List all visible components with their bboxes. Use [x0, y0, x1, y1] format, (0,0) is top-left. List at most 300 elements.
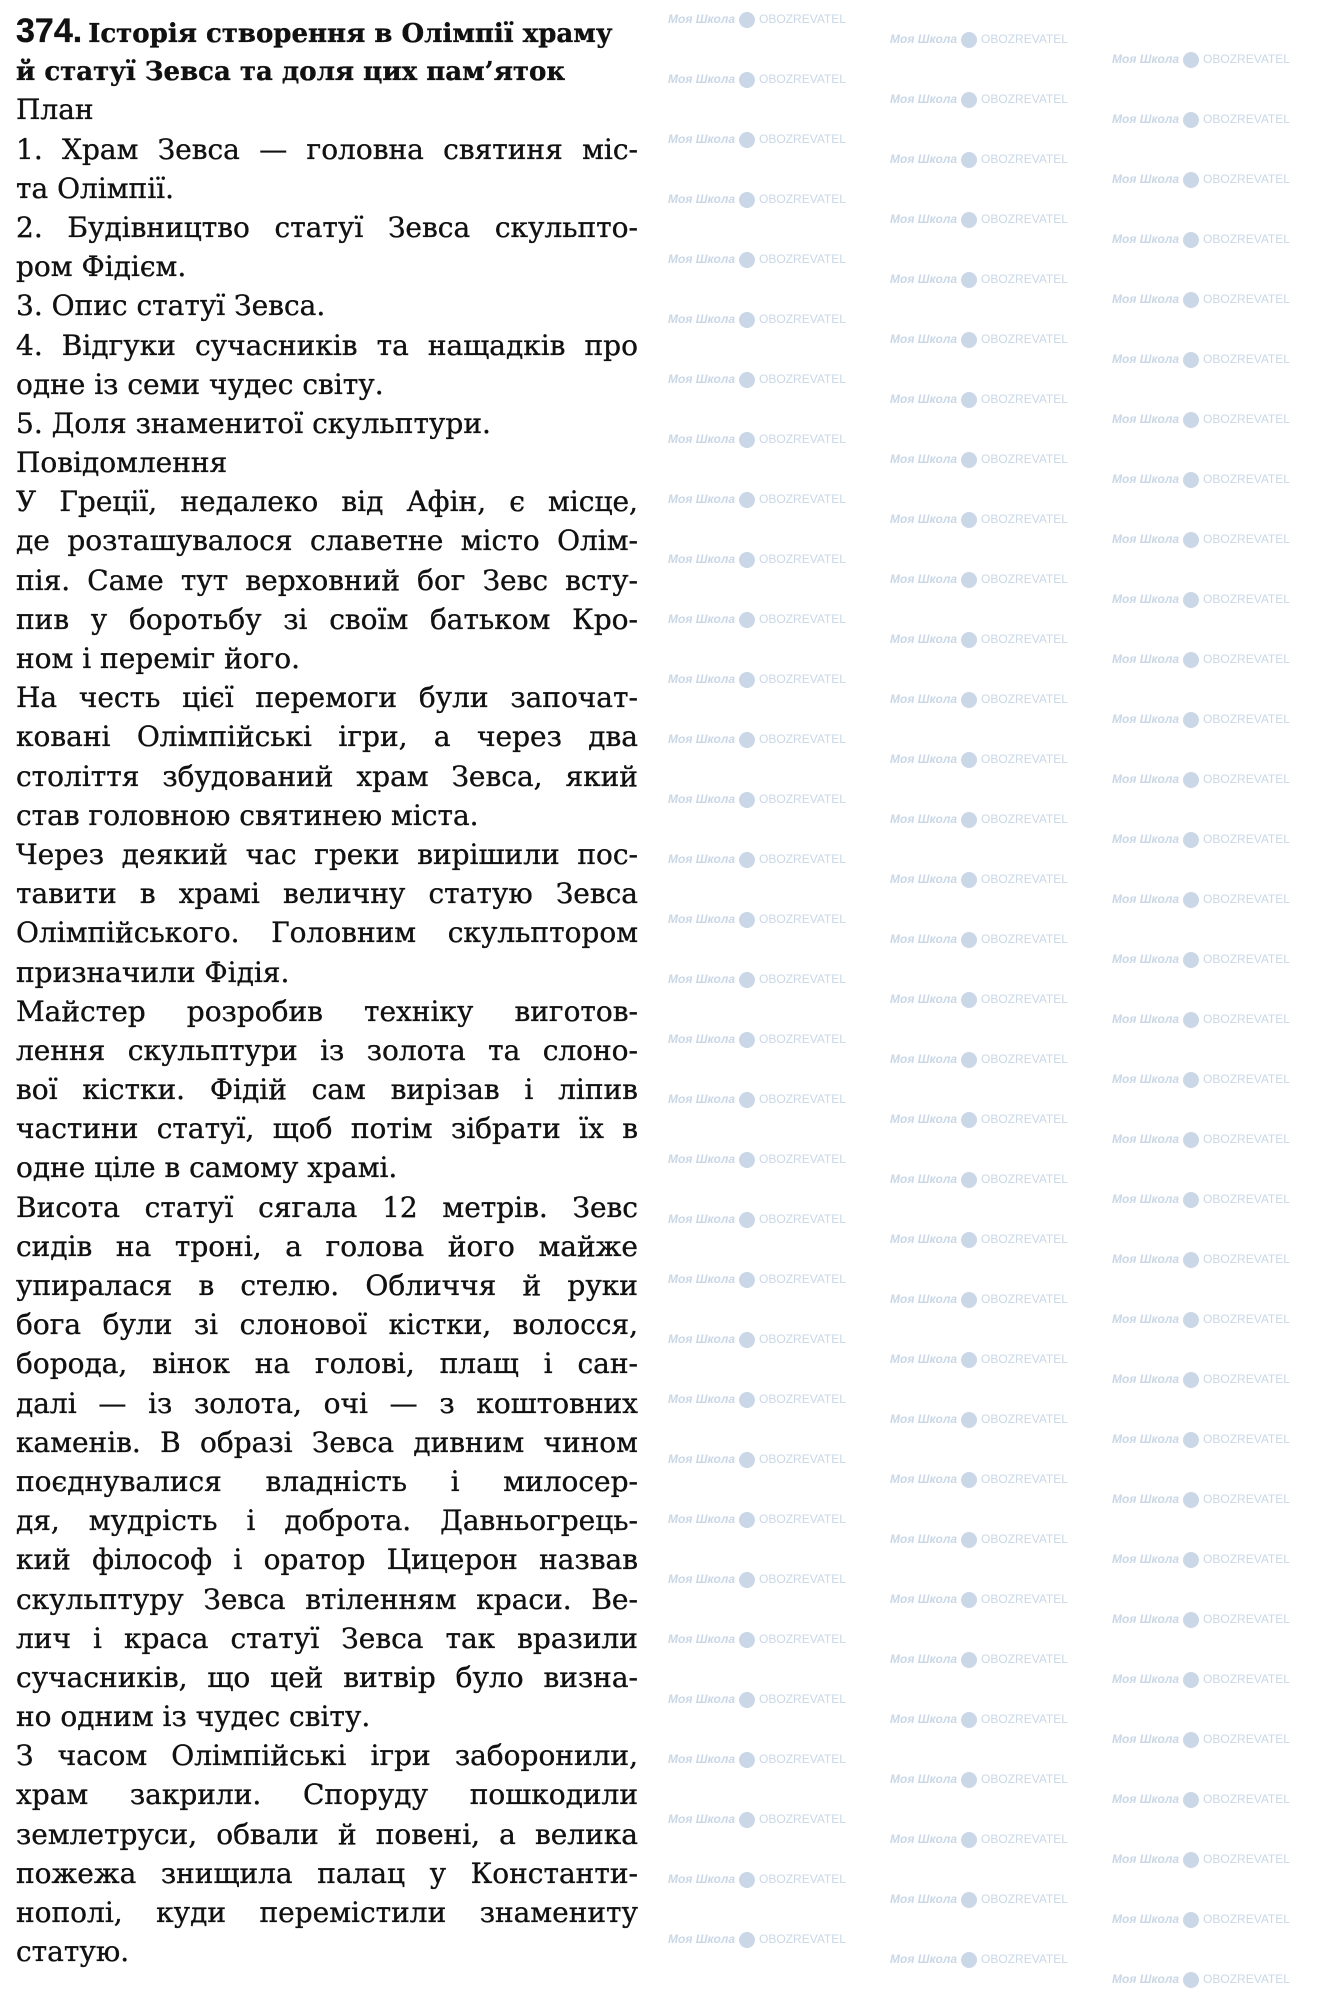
text-line — [16, 208, 638, 247]
watermark-brand-text: OBOZREVATEL — [759, 492, 846, 506]
watermark-logo-icon — [739, 1692, 755, 1708]
word: зі — [283, 602, 308, 636]
watermark-brand-text: Моя Школа — [890, 1832, 958, 1846]
text-line-content — [16, 992, 638, 1031]
watermark-brand-text: OBOZREVATEL — [1203, 1552, 1290, 1566]
watermark-brand-text: Моя Школа — [890, 752, 958, 766]
watermark-logo — [668, 730, 846, 748]
watermark-logo — [890, 1470, 1068, 1488]
word: головна — [306, 132, 424, 166]
watermark-brand-text: OBOZREVATEL — [1203, 1672, 1290, 1686]
watermark-brand-text: Моя Школа — [668, 252, 736, 266]
word: вирішили — [417, 837, 560, 871]
watermark-logo — [1112, 110, 1290, 128]
text-line — [16, 1148, 638, 1187]
word: вої — [16, 1073, 58, 1107]
text-line — [16, 1932, 638, 1971]
watermark-brand-text: Моя Школа — [890, 272, 958, 286]
watermark-logo-icon — [961, 452, 977, 468]
watermark-logo-icon — [961, 1112, 977, 1128]
watermark-brand-text: Моя Школа — [890, 1172, 958, 1186]
watermark-brand-text: Моя Школа — [668, 732, 736, 746]
watermark-brand-text: OBOZREVATEL — [981, 92, 1068, 106]
text-line — [16, 1815, 638, 1854]
watermark-logo — [668, 1930, 846, 1948]
plan-item — [16, 404, 638, 443]
watermark-logo — [890, 1290, 1068, 1308]
watermark-logo-icon — [1183, 532, 1199, 548]
text-line-content: ном і переміг його. — [16, 642, 301, 675]
word: місто — [460, 524, 540, 558]
word: верховний — [245, 563, 401, 597]
word: й — [337, 1817, 357, 1851]
word: Відгуки — [61, 328, 176, 362]
text-line-content — [16, 1854, 638, 1893]
watermark-logo-icon — [1183, 1612, 1199, 1628]
text-line — [16, 247, 638, 286]
word: Зевса, — [451, 759, 543, 793]
text-line — [16, 1540, 638, 1579]
watermark-brand-text: Моя Школа — [890, 1412, 958, 1426]
text-line-content — [16, 757, 638, 796]
word: велика — [534, 1817, 638, 1851]
watermark-logo-icon — [1183, 1852, 1199, 1868]
word: техніку — [363, 994, 474, 1028]
watermark-logo-icon — [1183, 1552, 1199, 1568]
word: кістки, — [388, 1308, 492, 1342]
watermark-brand-text: Моя Школа — [1112, 1852, 1180, 1866]
word: виготов- — [514, 994, 638, 1028]
watermark-logo — [890, 1770, 1068, 1788]
watermark-logo-icon — [1183, 1672, 1199, 1688]
text-line — [16, 1384, 638, 1423]
watermark-logo-icon — [1183, 712, 1199, 728]
watermark-logo-icon — [739, 1932, 755, 1948]
watermark-brand-text: OBOZREVATEL — [759, 1452, 846, 1466]
watermark-brand-text: OBOZREVATEL — [1203, 832, 1290, 846]
text-line-content — [16, 1266, 638, 1305]
word: від — [341, 485, 384, 519]
watermark-brand-text: OBOZREVATEL — [759, 972, 846, 986]
word: Зевса — [203, 1582, 286, 1616]
watermark-logo-icon — [739, 1872, 755, 1888]
text-line-content: 5. Доля знаменитої скульптури. — [16, 406, 491, 440]
watermark-brand-text: OBOZREVATEL — [759, 1752, 846, 1766]
watermark-logo — [668, 10, 846, 28]
text-line — [16, 678, 638, 717]
watermark-brand-text: Моя Школа — [668, 1272, 736, 1286]
text-line-content — [16, 717, 638, 756]
watermark-brand-text: Моя Школа — [1112, 1732, 1180, 1746]
word: владність — [265, 1464, 408, 1498]
watermark-brand-text: OBOZREVATEL — [759, 1092, 846, 1106]
word: образі — [200, 1425, 293, 1459]
watermark-logo-icon — [739, 792, 755, 808]
word: так — [445, 1621, 496, 1655]
word: міс- — [582, 132, 638, 166]
word: доброта. — [284, 1504, 412, 1538]
text-line — [16, 913, 638, 952]
word: збудований — [162, 759, 334, 793]
watermark-brand-text: OBOZREVATEL — [759, 1332, 846, 1346]
text-line — [16, 874, 638, 913]
watermark-brand-text: OBOZREVATEL — [1203, 1732, 1290, 1746]
watermark-brand-text: Моя Школа — [1112, 1432, 1180, 1446]
word: сучасників, — [16, 1660, 188, 1694]
watermark-brand-text: OBOZREVATEL — [1203, 1312, 1290, 1326]
word: Зевса — [555, 877, 638, 911]
word: майже — [538, 1229, 638, 1263]
watermark-brand-text: OBOZREVATEL — [981, 452, 1068, 466]
watermark-brand-text: OBOZREVATEL — [759, 552, 846, 566]
watermark-brand-text: Моя Школа — [668, 1572, 736, 1586]
watermark-logo — [1112, 230, 1290, 248]
watermark-brand-text: Моя Школа — [890, 512, 958, 526]
watermark-brand-text: Моя Школа — [890, 872, 958, 886]
watermark-brand-text: Моя Школа — [1112, 952, 1180, 966]
watermark-logo-icon — [961, 212, 977, 228]
watermark-logo — [1112, 1010, 1290, 1028]
watermark-brand-text: OBOZREVATEL — [981, 1352, 1068, 1366]
watermark-brand-text: Моя Школа — [668, 1032, 736, 1046]
text-line-content — [16, 1462, 638, 1501]
document-page — [16, 12, 638, 1971]
watermark-logo-icon — [739, 1392, 755, 1408]
watermark-logo — [1112, 650, 1290, 668]
watermark-logo-icon — [1183, 1792, 1199, 1808]
watermark-logo — [668, 850, 846, 868]
watermark-logo-icon — [961, 992, 977, 1008]
watermark-logo — [890, 1590, 1068, 1608]
watermark-logo — [890, 270, 1068, 288]
watermark-logo-icon — [739, 1152, 755, 1168]
watermark-brand-text: Моя Школа — [1112, 1252, 1180, 1266]
word: всту- — [565, 563, 638, 597]
watermark-logo — [1112, 1670, 1290, 1688]
word: Олімпійського. — [16, 916, 240, 950]
watermark-logo — [1112, 50, 1290, 68]
watermark-brand-text: OBOZREVATEL — [981, 1112, 1068, 1126]
watermark-logo — [890, 450, 1068, 468]
watermark-logo-icon — [1183, 1732, 1199, 1748]
watermark-brand-text: Моя Школа — [668, 1512, 736, 1526]
text-line — [16, 1227, 638, 1266]
message-heading-text: Повідомлення — [16, 446, 228, 480]
watermark-logo-icon — [961, 32, 977, 48]
watermark-brand-text: OBOZREVATEL — [981, 1472, 1068, 1486]
watermark-logo — [1112, 590, 1290, 608]
watermark-brand-text: OBOZREVATEL — [759, 1512, 846, 1526]
watermark-logo — [890, 990, 1068, 1008]
word: скульптором — [447, 916, 638, 950]
word: повені, — [375, 1817, 481, 1851]
text-line — [16, 1658, 638, 1697]
word: Зевса — [341, 1621, 424, 1655]
watermark-logo — [668, 1270, 846, 1288]
watermark-brand-text: Моя Школа — [890, 1112, 958, 1126]
watermark-logo-icon — [961, 1412, 977, 1428]
watermark-brand-text: Моя Школа — [668, 1872, 736, 1886]
word: троні, — [174, 1229, 262, 1263]
word: Давньогрець- — [440, 1504, 638, 1538]
watermark-logo-icon — [961, 1772, 977, 1788]
watermark-brand-text: OBOZREVATEL — [759, 1812, 846, 1826]
watermark-logo — [668, 1750, 846, 1768]
text-line — [16, 130, 638, 169]
watermark-logo-icon — [739, 1512, 755, 1528]
watermark-logo-icon — [961, 1832, 977, 1848]
watermark-brand-text: OBOZREVATEL — [1203, 892, 1290, 906]
paragraph — [16, 992, 638, 1188]
watermark-logo-icon — [961, 512, 977, 528]
text-line — [16, 639, 638, 678]
text-line — [16, 1736, 638, 1775]
watermark-brand-text: Моя Школа — [668, 972, 736, 986]
watermark-logo — [668, 790, 846, 808]
watermark-logo-icon — [1183, 232, 1199, 248]
watermark-logo — [668, 70, 846, 88]
word: закрили. — [129, 1778, 262, 1812]
watermark-logo — [668, 430, 846, 448]
word: а — [285, 1229, 302, 1263]
watermark-brand-text: OBOZREVATEL — [1203, 952, 1290, 966]
watermark-logo — [890, 1890, 1068, 1908]
watermark-brand-text: OBOZREVATEL — [1203, 1012, 1290, 1026]
watermark-logo-icon — [739, 912, 755, 928]
watermark-brand-text: OBOZREVATEL — [759, 852, 846, 866]
watermark-brand-text: Моя Школа — [1112, 172, 1180, 186]
word: вразили — [517, 1621, 638, 1655]
word: щоб — [272, 1112, 333, 1146]
text-line-content — [16, 835, 638, 874]
watermark-brand-text: Моя Школа — [1112, 892, 1180, 906]
watermark-brand-text: OBOZREVATEL — [981, 1052, 1068, 1066]
word: який — [565, 759, 638, 793]
watermark-brand-text: Моя Школа — [890, 1592, 958, 1606]
word: і — [524, 1073, 534, 1107]
watermark-logo-icon — [961, 272, 977, 288]
word: і — [543, 1347, 553, 1381]
word: далі — [16, 1386, 77, 1420]
watermark-logo — [1112, 1850, 1290, 1868]
watermark-brand-text: OBOZREVATEL — [759, 672, 846, 686]
paragraph — [16, 1188, 638, 1737]
word: у — [429, 1856, 447, 1890]
watermark-logo-icon — [739, 312, 755, 328]
watermark-logo — [890, 930, 1068, 948]
watermark-brand-text: OBOZREVATEL — [1203, 1792, 1290, 1806]
word: Зевса — [387, 210, 471, 244]
word: скульпто- — [494, 210, 638, 244]
word: бога — [16, 1308, 82, 1342]
watermark-brand-text: Моя Школа — [668, 492, 736, 506]
word: Олімпійські — [171, 1739, 347, 1773]
word: Висота — [16, 1190, 120, 1224]
watermark-logo — [1112, 1130, 1290, 1148]
plan-item — [16, 208, 638, 286]
watermark-brand-text: Моя Школа — [1112, 712, 1180, 726]
word: Олімпійські — [136, 720, 312, 754]
word: що — [207, 1660, 251, 1694]
word: статуї — [274, 210, 364, 244]
watermark-brand-text: OBOZREVATEL — [981, 932, 1068, 946]
text-line-content — [16, 1815, 638, 1854]
word: лення — [16, 1033, 106, 1067]
word: нополі, — [16, 1896, 123, 1929]
watermark-logo — [1112, 1490, 1290, 1508]
word: були — [418, 681, 489, 715]
watermark-logo — [1112, 1550, 1290, 1568]
watermark-brand-text: OBOZREVATEL — [1203, 292, 1290, 306]
watermark-brand-text: OBOZREVATEL — [759, 372, 846, 386]
watermark-logo — [1112, 410, 1290, 428]
watermark-logo-icon — [1183, 1132, 1199, 1148]
watermark-brand-text: OBOZREVATEL — [1203, 1492, 1290, 1506]
text-line-content — [16, 1658, 638, 1697]
word: потім — [350, 1112, 433, 1146]
watermark-brand-text: OBOZREVATEL — [1203, 412, 1290, 426]
watermark-brand-text: Моя Школа — [1112, 772, 1180, 786]
watermark-logo-icon — [961, 1952, 977, 1968]
watermark-logo — [890, 1110, 1068, 1128]
word: Зевс — [482, 563, 549, 597]
watermark-logo-icon — [739, 1632, 755, 1648]
watermark-logo-icon — [961, 1592, 977, 1608]
watermark-brand-text: OBOZREVATEL — [759, 792, 846, 806]
text-line — [16, 757, 638, 796]
watermark-brand-text: Моя Школа — [890, 332, 958, 346]
watermark-brand-text: OBOZREVATEL — [759, 432, 846, 446]
watermark-brand-text: OBOZREVATEL — [1203, 1372, 1290, 1386]
word: Зевс — [572, 1190, 638, 1224]
text-line-content — [16, 1619, 638, 1658]
word: храм — [356, 759, 429, 793]
watermark-brand-text: Моя Школа — [1112, 232, 1180, 246]
word: статую — [428, 877, 533, 911]
watermark-logo-icon — [961, 1292, 977, 1308]
watermark-brand-text: OBOZREVATEL — [759, 1572, 846, 1586]
watermark-brand-text: Моя Школа — [668, 1632, 736, 1646]
word: з — [439, 1386, 455, 1420]
watermark-logo-icon — [1183, 1972, 1199, 1988]
watermark-brand-text: OBOZREVATEL — [759, 612, 846, 626]
watermark-logo-icon — [739, 1812, 755, 1828]
watermark-brand-text: OBOZREVATEL — [1203, 1972, 1290, 1986]
word: про — [584, 328, 638, 362]
watermark-brand-text: Моя Школа — [668, 672, 736, 686]
watermark-logo — [1112, 1730, 1290, 1748]
watermark-logo-icon — [739, 1752, 755, 1768]
watermark-logo — [668, 1570, 846, 1588]
watermark-logo — [1112, 1070, 1290, 1088]
word: а — [433, 720, 451, 754]
watermark-brand-text: Моя Школа — [890, 1712, 958, 1726]
word: палац — [317, 1856, 406, 1890]
text-line-content: ром Фідієм. — [16, 250, 187, 284]
word: На — [16, 681, 58, 715]
watermark-brand-text: Моя Школа — [668, 12, 736, 26]
watermark-logo-icon — [961, 1472, 977, 1488]
watermark-brand-text: Моя Школа — [890, 812, 958, 826]
text-line-content — [16, 1188, 638, 1227]
watermark-brand-text: OBOZREVATEL — [981, 1532, 1068, 1546]
watermark-logo-icon — [1183, 292, 1199, 308]
watermark-brand-text: OBOZREVATEL — [981, 1952, 1068, 1966]
word: в — [139, 877, 156, 911]
word: З — [16, 1739, 34, 1773]
text-line-content — [16, 1227, 638, 1266]
watermark-brand-text: Моя Школа — [668, 1932, 736, 1946]
watermark-brand-text: OBOZREVATEL — [981, 1832, 1068, 1846]
word: та — [376, 328, 409, 362]
watermark-brand-text: Моя Школа — [890, 1652, 958, 1666]
text-line-content: одне ціле в самому храмі. — [16, 1151, 398, 1185]
text-line-content — [16, 1580, 638, 1619]
word: сучасників — [194, 328, 358, 362]
watermark-brand-text: Моя Школа — [890, 1532, 958, 1546]
watermark-logo — [668, 610, 846, 628]
word: каменів. — [16, 1425, 141, 1459]
watermark-logo-icon — [739, 372, 755, 388]
watermark-logo — [1112, 1430, 1290, 1448]
watermark-brand-text: OBOZREVATEL — [759, 252, 846, 266]
word: руки — [567, 1269, 638, 1302]
watermark-brand-text: Моя Школа — [1112, 592, 1180, 606]
plan-item — [16, 286, 638, 325]
watermark-logo — [890, 810, 1068, 828]
word: статуї — [230, 1621, 320, 1655]
word: їх — [579, 1112, 604, 1146]
watermark-logo-icon — [961, 752, 977, 768]
watermark-brand-text: OBOZREVATEL — [981, 392, 1068, 406]
text-line-content — [16, 1423, 638, 1462]
word: краса — [123, 1621, 209, 1655]
watermark-logo-icon — [961, 1352, 977, 1368]
exercise-title-cont: й статуї Зевса та доля цих пам’яток — [16, 57, 566, 88]
watermark-brand-text: Моя Школа — [668, 552, 736, 566]
word: оратор — [263, 1543, 366, 1577]
watermark-brand-text: OBOZREVATEL — [981, 872, 1068, 886]
word: золота, — [194, 1386, 302, 1420]
watermark-logo-icon — [1183, 1372, 1199, 1388]
watermark-logo-icon — [1183, 112, 1199, 128]
watermark-brand-text: Моя Школа — [668, 1152, 736, 1166]
watermark-brand-text: Моя Школа — [890, 1772, 958, 1786]
word: назвав — [539, 1543, 638, 1577]
word: є — [509, 485, 525, 519]
word: мудрість — [88, 1504, 218, 1538]
word: Зевса — [157, 132, 240, 166]
watermark-brand-text: Моя Школа — [668, 312, 736, 326]
watermark-logo-icon — [961, 692, 977, 708]
text-line-content: став головною святинею міста. — [16, 798, 479, 832]
watermark-brand-text: Моя Школа — [1112, 1912, 1180, 1926]
watermark-brand-text: OBOZREVATEL — [981, 1712, 1068, 1726]
watermark-logo-icon — [739, 852, 755, 868]
word: честь — [78, 681, 161, 715]
watermark-brand-text: Моя Школа — [1112, 1372, 1180, 1386]
watermark-logo-icon — [961, 1652, 977, 1668]
watermark-brand-text: Моя Школа — [668, 1812, 736, 1826]
watermark-brand-text: Моя Школа — [1112, 652, 1180, 666]
watermark-brand-text: OBOZREVATEL — [1203, 592, 1290, 606]
text-line-content: призначили Фідія. — [16, 955, 290, 989]
watermark-brand-text: OBOZREVATEL — [759, 1692, 846, 1706]
watermark-brand-text: Моя Школа — [668, 132, 736, 146]
word: витвір — [343, 1660, 436, 1694]
watermark-logo — [668, 1690, 846, 1708]
word: дя, — [16, 1504, 60, 1538]
